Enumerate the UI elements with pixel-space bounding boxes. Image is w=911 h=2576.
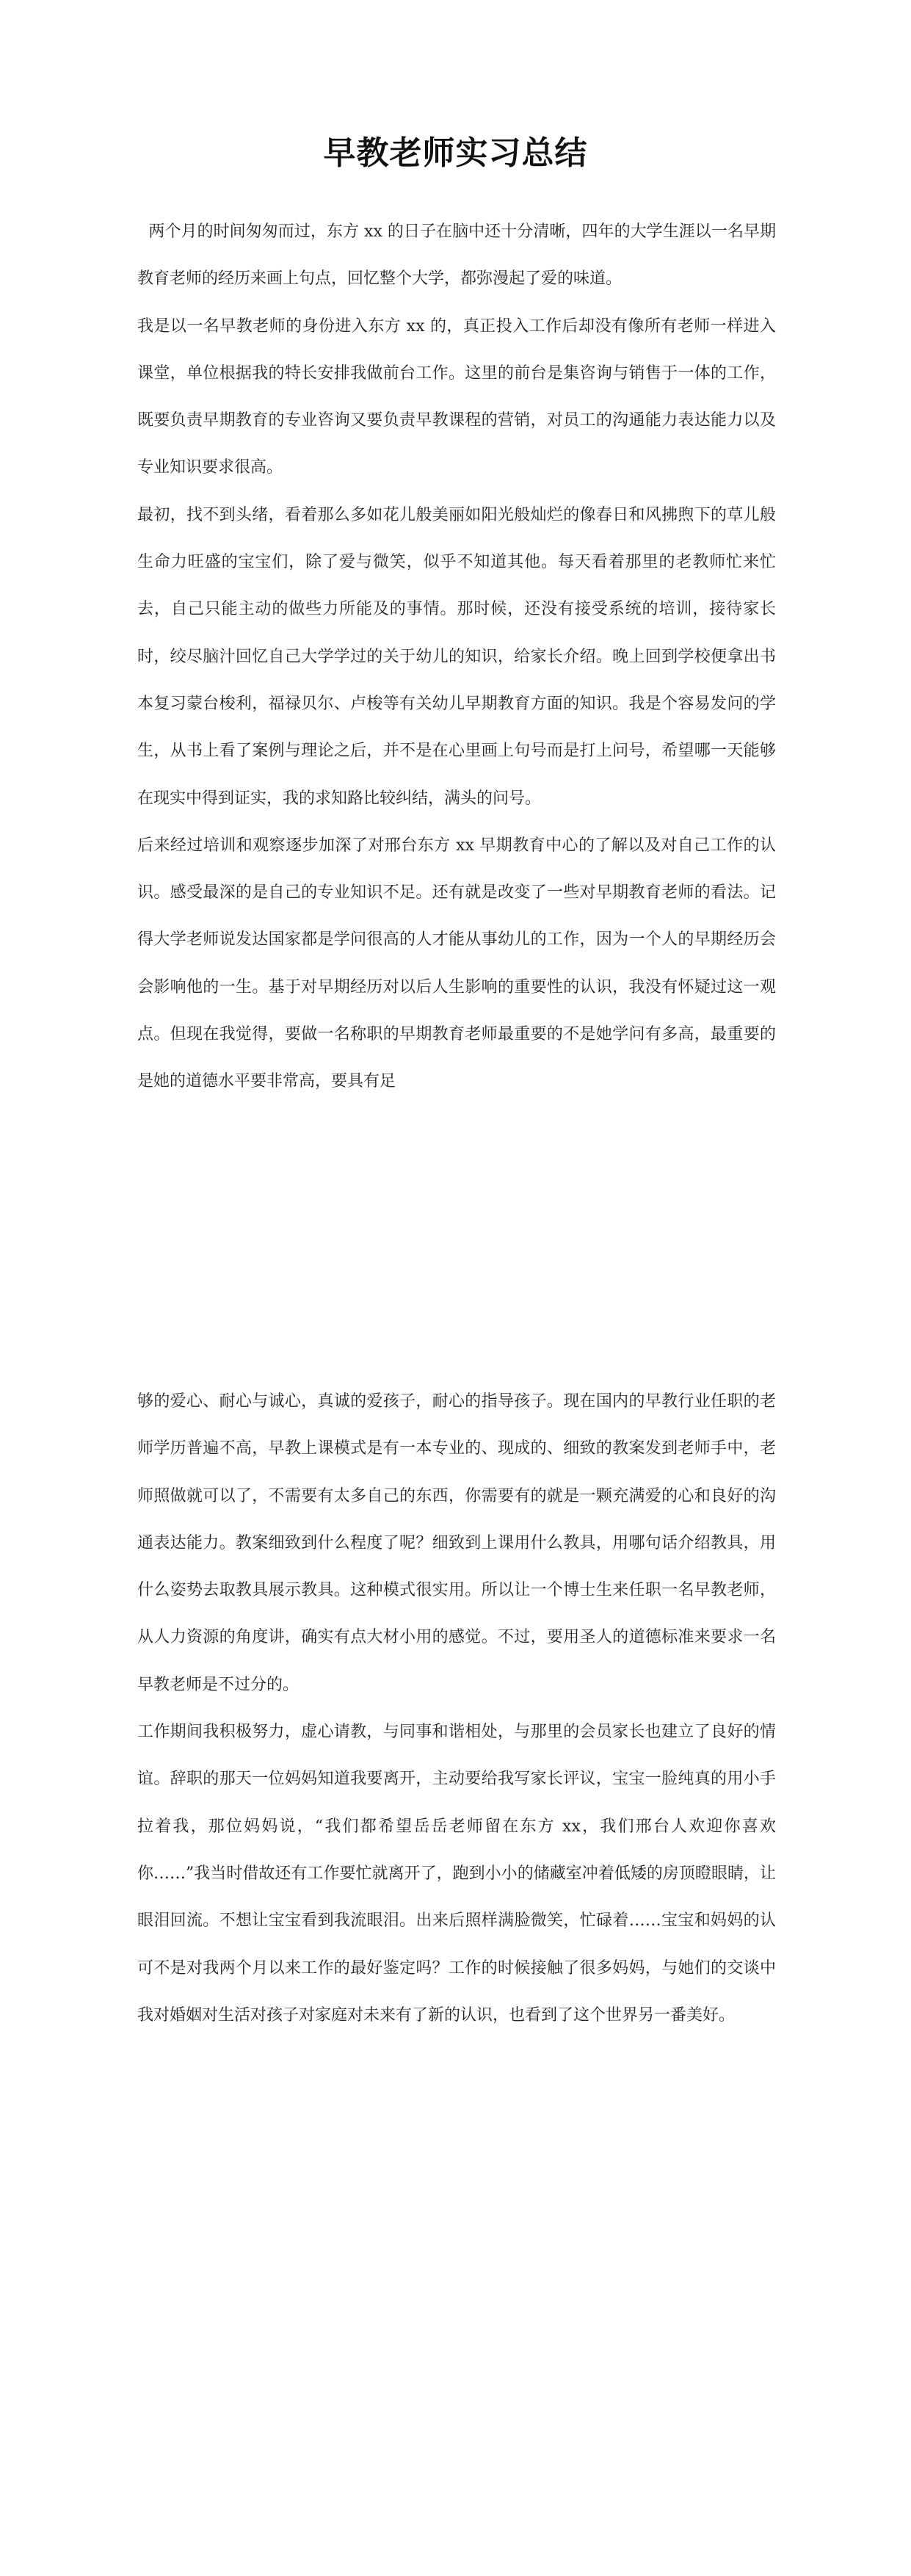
paragraph-2: 我是以一名早教老师的身份进入东方 xx 的，真正投入工作后却没有像所有老师一样进入课堂，单位根据我的特长安排我做前台工作。这里的前台是集咨询与销售于一体的工作，既要负责早期教育的专业咨询又要负责早教课程的营销，对员工的沟通能力表达能力以及专业知识要求很高。 (137, 316, 776, 477)
paragraph-1: 两个月的时间匆匆而过，东方 xx 的日子在脑中还十分清晰，四年的大学生涯以一名早期教育老师的经历来画上句点，回忆整个大学，都弥漫起了爱的味道。 (137, 222, 776, 289)
paragraph-4-continued: 够的爱心、耐心与诚心，真诚的爱孩子，耐心的指导孩子。现在国内的早教行业任职的老师学历普遍不高，早教上课模式是有一本专业的、现成的、细致的教案发到老师手中，老师照做就可以了，不需要有太多自己的东西，你需要有的就是一颗充满爱的心和良好的沟通表达能力。教案细致到什么程度了呢？细致到上课用什么教具，用哪句话介绍教具，用什么姿势去取教具展示教具。这种模式很实用。所以让一个博士生来任职一名早教老师，从人力资源的角度讲，确实有点大材小用的感觉。不过，要用圣人的道德标准来要求一名早教老师是不过分的。 (137, 1392, 776, 1694)
paragraph-3: 最初，找不到头绪，看着那么多如花儿般美丽如阳光般灿烂的像春日和风拂煦下的草儿般生命力旺盛的宝宝们，除了爱与微笑，似乎不知道其他。每天看着那里的老教师忙来忙去，自己只能主动的做些力所能及的事情。那时候，还没有接受系统的培训，接待家长时，绞尽脑汁回忆自己大学学过的关于幼儿的知识，给家长介绍。晚上回到学校便拿出书本复习蒙台梭利，福禄贝尔、卢梭等有关幼儿早期教育方面的知识。我是个容易发问的学生，从书上看了案例与理论之后，并不是在心里画上句号而是打上问号，希望哪一天能够在现实中得到证实，我的求知路比较纠结，满头的问号。 (137, 505, 776, 808)
body-text-section-1 (137, 209, 776, 1106)
paragraph-4: 后来经过培训和观察逐步加深了对邢台东方 xx 早期教育中心的了解以及对自己工作的认识。感受最深的是自己的专业知识不足。还有就是改变了一些对早期教育老师的看法。记得大学老师说发达国家都是学问很高的人才能从事幼儿的工作，因为一个人的早期经历会会影响他的一生。基于对早期经历对以后人生影响的重要性的认识，我没有怀疑过这一观点。但现在我觉得，要做一名称职的早期教育老师最重要的不是她学问有多高，最重要的是她的道德水平要非常高，要具有足 (137, 836, 776, 1091)
body-text-section-2 (137, 1378, 776, 2039)
document-title: 早教老师实习总结 (323, 134, 588, 173)
paragraph-5: 工作期间我积极努力，虚心请教，与同事和谐相处，与那里的会员家长也建立了良好的情谊。辞职的那天一位妈妈知道我要离开，主动要给我写家长评议，宝宝一脸纯真的用小手拉着我，那位妈妈说，“我们都希望岳岳老师留在东方 xx，我们邢台人欢迎你喜欢你……”我当时借故还有工作要忙就离开了，跑到小小的储藏室冲着低矮的房顶瞪眼睛，让眼泪回流。不想让宝宝看到我流眼泪。出来后照样满脸微笑，忙碌着……宝宝和妈妈的认可不是对我两个月以来工作的最好鉴定吗？工作的时候接触了很多妈妈，与她们的交谈中我对婚姻对生活对孩子对家庭对未来有了新的认识，也看到了这个世界另一番美好。 (137, 1723, 776, 2025)
